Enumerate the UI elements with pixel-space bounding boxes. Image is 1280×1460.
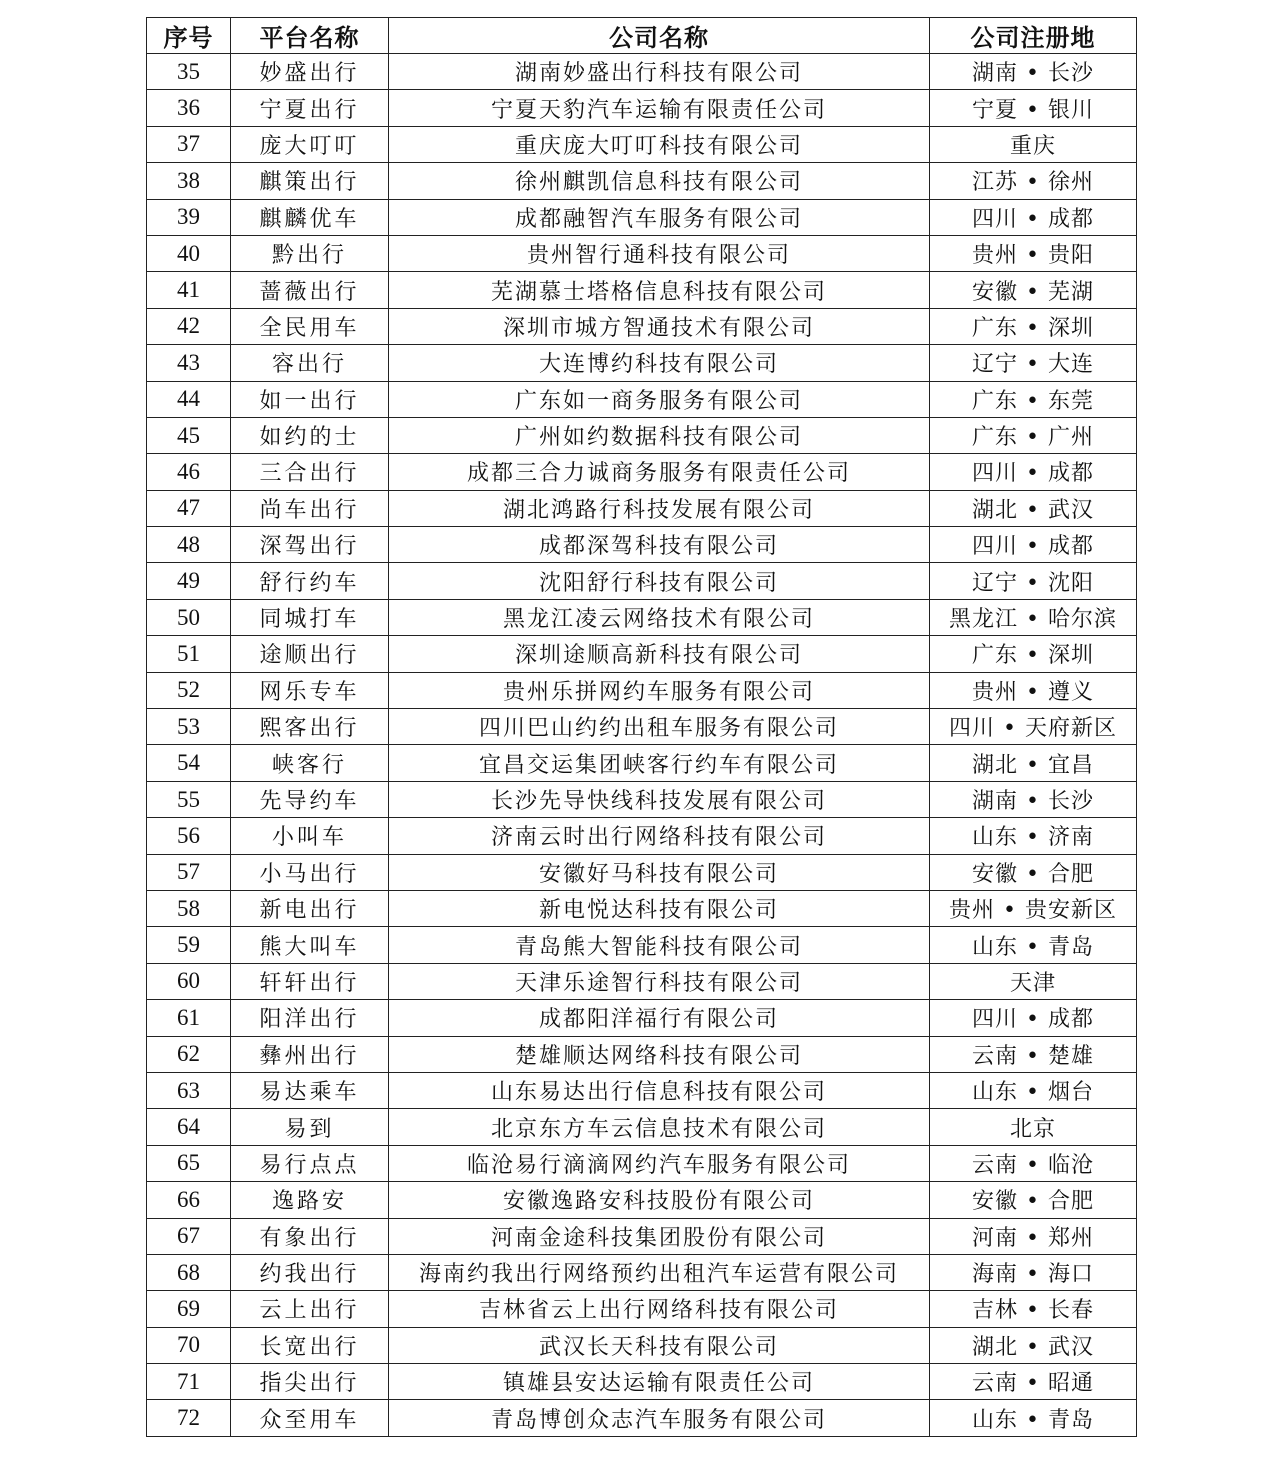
cell-serial-number: 47 <box>147 490 231 526</box>
cell-company-name: 芜湖慕士塔格信息科技有限公司 <box>389 272 930 308</box>
cell-serial-number: 71 <box>147 1364 231 1400</box>
cell-company-name: 成都阳洋福行有限公司 <box>389 1000 930 1036</box>
cell-serial-number: 62 <box>147 1036 231 1072</box>
cell-company-name: 天津乐途智行科技有限公司 <box>389 963 930 999</box>
cell-platform-name: 彝州出行 <box>231 1036 389 1072</box>
cell-serial-number: 60 <box>147 963 231 999</box>
cell-platform-name: 三合出行 <box>231 454 389 490</box>
cell-company-name: 广州如约数据科技有限公司 <box>389 417 930 453</box>
header-platform-name: 平台名称 <box>231 18 389 54</box>
cell-platform-name: 云上出行 <box>231 1291 389 1327</box>
table-row <box>147 381 1137 417</box>
table-row <box>147 417 1137 453</box>
cell-serial-number: 36 <box>147 90 231 126</box>
cell-serial-number: 44 <box>147 381 231 417</box>
cell-platform-name: 网乐专车 <box>231 672 389 708</box>
cell-platform-name: 易行点点 <box>231 1145 389 1181</box>
cell-platform-name: 妙盛出行 <box>231 54 389 90</box>
table-row <box>147 163 1137 199</box>
cell-company-name: 深圳市城方智通技术有限公司 <box>389 308 930 344</box>
cell-serial-number: 52 <box>147 672 231 708</box>
cell-company-name: 济南云时出行网络科技有限公司 <box>389 818 930 854</box>
table-row <box>147 454 1137 490</box>
cell-registration-location: 宁夏 • 银川 <box>930 90 1137 126</box>
table-row <box>147 890 1137 926</box>
cell-serial-number: 45 <box>147 417 231 453</box>
cell-company-name: 临沧易行滴滴网约汽车服务有限公司 <box>389 1145 930 1181</box>
cell-registration-location: 山东 • 青岛 <box>930 927 1137 963</box>
table-row <box>147 963 1137 999</box>
table-row <box>147 1109 1137 1145</box>
cell-registration-location: 云南 • 临沧 <box>930 1145 1137 1181</box>
cell-registration-location: 湖南 • 长沙 <box>930 781 1137 817</box>
cell-platform-name: 峡客行 <box>231 745 389 781</box>
cell-registration-location: 广东 • 深圳 <box>930 636 1137 672</box>
cell-registration-location: 北京 <box>930 1109 1137 1145</box>
cell-company-name: 河南金途科技集团股份有限公司 <box>389 1218 930 1254</box>
table-row <box>147 745 1137 781</box>
table-row <box>147 1072 1137 1108</box>
cell-platform-name: 容出行 <box>231 345 389 381</box>
cell-platform-name: 麒麟优车 <box>231 199 389 235</box>
cell-registration-location: 四川 • 天府新区 <box>930 709 1137 745</box>
cell-registration-location: 湖北 • 武汉 <box>930 490 1137 526</box>
table-row <box>147 126 1137 162</box>
cell-platform-name: 黔出行 <box>231 235 389 271</box>
cell-serial-number: 51 <box>147 636 231 672</box>
cell-platform-name: 全民用车 <box>231 308 389 344</box>
cell-platform-name: 易到 <box>231 1109 389 1145</box>
cell-registration-location: 海南 • 海口 <box>930 1254 1137 1290</box>
cell-company-name: 武汉长天科技有限公司 <box>389 1327 930 1363</box>
table-row <box>147 1218 1137 1254</box>
cell-registration-location: 安徽 • 芜湖 <box>930 272 1137 308</box>
cell-serial-number: 48 <box>147 527 231 563</box>
cell-company-name: 沈阳舒行科技有限公司 <box>389 563 930 599</box>
table-row <box>147 1036 1137 1072</box>
cell-company-name: 吉林省云上出行网络科技有限公司 <box>389 1291 930 1327</box>
cell-platform-name: 如一出行 <box>231 381 389 417</box>
table-row <box>147 636 1137 672</box>
cell-serial-number: 49 <box>147 563 231 599</box>
table-row <box>147 781 1137 817</box>
cell-platform-name: 宁夏出行 <box>231 90 389 126</box>
cell-platform-name: 尚车出行 <box>231 490 389 526</box>
table-row <box>147 54 1137 90</box>
cell-registration-location: 安徽 • 合肥 <box>930 1182 1137 1218</box>
header-company-name: 公司名称 <box>389 18 930 54</box>
cell-platform-name: 如约的士 <box>231 417 389 453</box>
cell-platform-name: 熊大叫车 <box>231 927 389 963</box>
cell-registration-location: 重庆 <box>930 126 1137 162</box>
cell-company-name: 湖南妙盛出行科技有限公司 <box>389 54 930 90</box>
table-row <box>147 527 1137 563</box>
cell-registration-location: 安徽 • 合肥 <box>930 854 1137 890</box>
cell-company-name: 黑龙江凌云网络技术有限公司 <box>389 599 930 635</box>
cell-company-name: 北京东方车云信息技术有限公司 <box>389 1109 930 1145</box>
cell-registration-location: 山东 • 青岛 <box>930 1400 1137 1436</box>
cell-serial-number: 66 <box>147 1182 231 1218</box>
cell-serial-number: 68 <box>147 1254 231 1290</box>
cell-serial-number: 43 <box>147 345 231 381</box>
table-row <box>147 672 1137 708</box>
cell-serial-number: 57 <box>147 854 231 890</box>
cell-company-name: 新电悦达科技有限公司 <box>389 890 930 926</box>
cell-serial-number: 46 <box>147 454 231 490</box>
cell-company-name: 湖北鸿路行科技发展有限公司 <box>389 490 930 526</box>
cell-company-name: 山东易达出行信息科技有限公司 <box>389 1072 930 1108</box>
cell-serial-number: 39 <box>147 199 231 235</box>
cell-registration-location: 湖北 • 宜昌 <box>930 745 1137 781</box>
cell-platform-name: 小叫车 <box>231 818 389 854</box>
cell-registration-location: 云南 • 楚雄 <box>930 1036 1137 1072</box>
cell-company-name: 楚雄顺达网络科技有限公司 <box>389 1036 930 1072</box>
cell-platform-name: 约我出行 <box>231 1254 389 1290</box>
table-row <box>147 563 1137 599</box>
cell-registration-location: 广东 • 广州 <box>930 417 1137 453</box>
cell-serial-number: 50 <box>147 599 231 635</box>
cell-company-name: 青岛熊大智能科技有限公司 <box>389 927 930 963</box>
table-row <box>147 599 1137 635</box>
cell-serial-number: 65 <box>147 1145 231 1181</box>
table-row <box>147 854 1137 890</box>
table-row <box>147 199 1137 235</box>
cell-platform-name: 众至用车 <box>231 1400 389 1436</box>
cell-platform-name: 舒行约车 <box>231 563 389 599</box>
cell-registration-location: 吉林 • 长春 <box>930 1291 1137 1327</box>
cell-registration-location: 天津 <box>930 963 1137 999</box>
cell-serial-number: 35 <box>147 54 231 90</box>
cell-company-name: 宜昌交运集团峡客行约车有限公司 <box>389 745 930 781</box>
cell-registration-location: 四川 • 成都 <box>930 527 1137 563</box>
cell-company-name: 成都三合力诚商务服务有限责任公司 <box>389 454 930 490</box>
cell-platform-name: 长宽出行 <box>231 1327 389 1363</box>
cell-registration-location: 山东 • 烟台 <box>930 1072 1137 1108</box>
cell-company-name: 深圳途顺高新科技有限公司 <box>389 636 930 672</box>
cell-serial-number: 59 <box>147 927 231 963</box>
header-registration-location: 公司注册地 <box>930 18 1137 54</box>
cell-platform-name: 新电出行 <box>231 890 389 926</box>
cell-serial-number: 69 <box>147 1291 231 1327</box>
cell-platform-name: 同城打车 <box>231 599 389 635</box>
table-row <box>147 1254 1137 1290</box>
cell-company-name: 安徽好马科技有限公司 <box>389 854 930 890</box>
cell-platform-name: 逸路安 <box>231 1182 389 1218</box>
cell-company-name: 镇雄县安达运输有限责任公司 <box>389 1364 930 1400</box>
table-row <box>147 818 1137 854</box>
table-body <box>147 54 1137 1437</box>
cell-platform-name: 有象出行 <box>231 1218 389 1254</box>
cell-serial-number: 63 <box>147 1072 231 1108</box>
cell-platform-name: 熙客出行 <box>231 709 389 745</box>
cell-company-name: 四川巴山约约出租车服务有限公司 <box>389 709 930 745</box>
cell-company-name: 重庆庞大叮叮科技有限公司 <box>389 126 930 162</box>
table-row <box>147 1400 1137 1436</box>
cell-serial-number: 61 <box>147 1000 231 1036</box>
cell-serial-number: 70 <box>147 1327 231 1363</box>
table-header <box>147 18 1137 54</box>
cell-platform-name: 麒策出行 <box>231 163 389 199</box>
cell-company-name: 成都融智汽车服务有限公司 <box>389 199 930 235</box>
header-row <box>147 18 1137 54</box>
cell-serial-number: 40 <box>147 235 231 271</box>
cell-platform-name: 途顺出行 <box>231 636 389 672</box>
cell-registration-location: 贵州 • 贵阳 <box>930 235 1137 271</box>
cell-registration-location: 四川 • 成都 <box>930 1000 1137 1036</box>
cell-company-name: 大连博约科技有限公司 <box>389 345 930 381</box>
cell-platform-name: 小马出行 <box>231 854 389 890</box>
cell-serial-number: 55 <box>147 781 231 817</box>
table-row <box>147 490 1137 526</box>
cell-registration-location: 江苏 • 徐州 <box>930 163 1137 199</box>
cell-registration-location: 辽宁 • 大连 <box>930 345 1137 381</box>
cell-serial-number: 54 <box>147 745 231 781</box>
table-row <box>147 1291 1137 1327</box>
header-serial-number: 序号 <box>147 18 231 54</box>
cell-platform-name: 阳洋出行 <box>231 1000 389 1036</box>
cell-registration-location: 广东 • 东莞 <box>930 381 1137 417</box>
cell-company-name: 贵州智行通科技有限公司 <box>389 235 930 271</box>
cell-platform-name: 深驾出行 <box>231 527 389 563</box>
table-row <box>147 308 1137 344</box>
table-row <box>147 1182 1137 1218</box>
cell-serial-number: 56 <box>147 818 231 854</box>
cell-serial-number: 67 <box>147 1218 231 1254</box>
cell-registration-location: 湖北 • 武汉 <box>930 1327 1137 1363</box>
cell-registration-location: 广东 • 深圳 <box>930 308 1137 344</box>
table-row <box>147 345 1137 381</box>
cell-registration-location: 黑龙江 • 哈尔滨 <box>930 599 1137 635</box>
cell-company-name: 贵州乐拼网约车服务有限公司 <box>389 672 930 708</box>
cell-serial-number: 37 <box>147 126 231 162</box>
cell-platform-name: 蔷薇出行 <box>231 272 389 308</box>
cell-company-name: 广东如一商务服务有限公司 <box>389 381 930 417</box>
cell-serial-number: 64 <box>147 1109 231 1145</box>
cell-company-name: 海南约我出行网络预约出租汽车运营有限公司 <box>389 1254 930 1290</box>
cell-platform-name: 先导约车 <box>231 781 389 817</box>
cell-company-name: 成都深驾科技有限公司 <box>389 527 930 563</box>
cell-platform-name: 庞大叮叮 <box>231 126 389 162</box>
table-row <box>147 90 1137 126</box>
cell-registration-location: 河南 • 郑州 <box>930 1218 1137 1254</box>
cell-company-name: 青岛博创众志汽车服务有限公司 <box>389 1400 930 1436</box>
cell-registration-location: 湖南 • 长沙 <box>930 54 1137 90</box>
cell-company-name: 徐州麒凯信息科技有限公司 <box>389 163 930 199</box>
cell-registration-location: 四川 • 成都 <box>930 199 1137 235</box>
table-row <box>147 235 1137 271</box>
cell-platform-name: 易达乘车 <box>231 1072 389 1108</box>
table-row <box>147 1000 1137 1036</box>
table-row <box>147 1145 1137 1181</box>
cell-registration-location: 四川 • 成都 <box>930 454 1137 490</box>
cell-registration-location: 云南 • 昭通 <box>930 1364 1137 1400</box>
cell-company-name: 安徽逸路安科技股份有限公司 <box>389 1182 930 1218</box>
cell-registration-location: 山东 • 济南 <box>930 818 1137 854</box>
cell-registration-location: 辽宁 • 沈阳 <box>930 563 1137 599</box>
cell-platform-name: 轩轩出行 <box>231 963 389 999</box>
cell-serial-number: 41 <box>147 272 231 308</box>
cell-serial-number: 38 <box>147 163 231 199</box>
table-row <box>147 272 1137 308</box>
platform-company-table <box>146 17 1137 1437</box>
cell-platform-name: 指尖出行 <box>231 1364 389 1400</box>
cell-company-name: 长沙先导快线科技发展有限公司 <box>389 781 930 817</box>
cell-company-name: 宁夏天豹汽车运输有限责任公司 <box>389 90 930 126</box>
table-row <box>147 709 1137 745</box>
table-row <box>147 1364 1137 1400</box>
cell-registration-location: 贵州 • 贵安新区 <box>930 890 1137 926</box>
table-row <box>147 1327 1137 1363</box>
cell-serial-number: 72 <box>147 1400 231 1436</box>
cell-serial-number: 53 <box>147 709 231 745</box>
cell-registration-location: 贵州 • 遵义 <box>930 672 1137 708</box>
table-row <box>147 927 1137 963</box>
cell-serial-number: 58 <box>147 890 231 926</box>
cell-serial-number: 42 <box>147 308 231 344</box>
